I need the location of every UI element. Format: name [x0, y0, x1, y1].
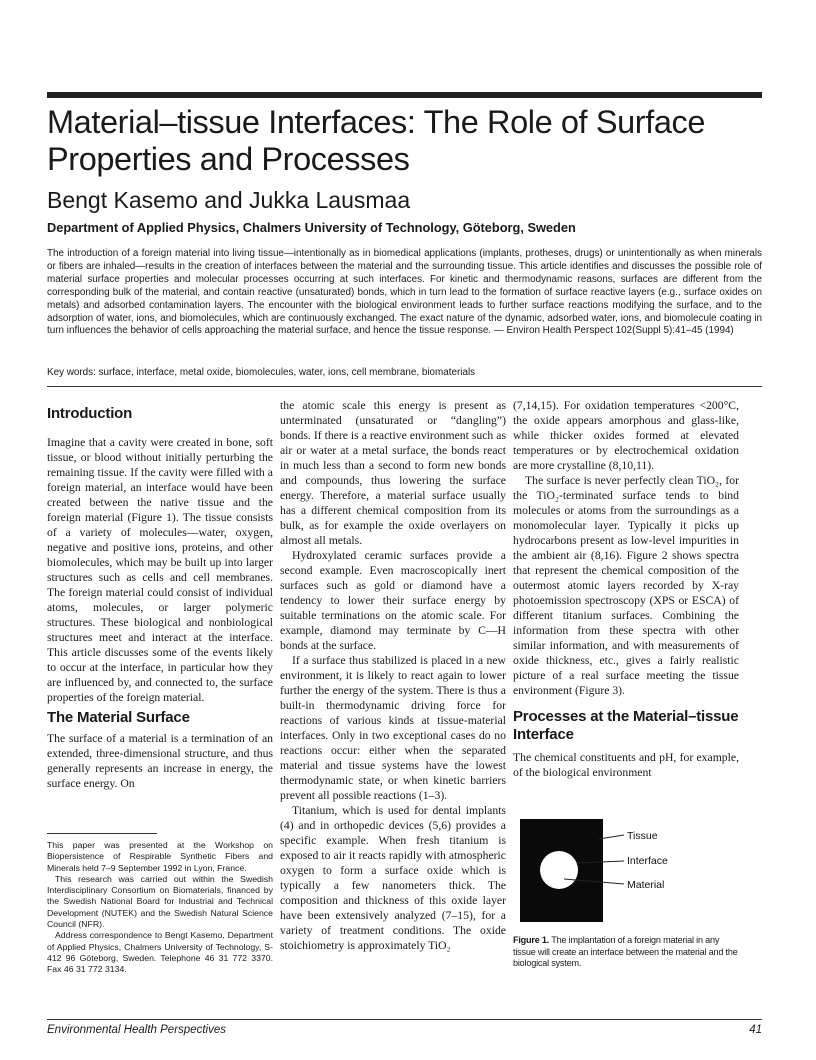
footnote-correspondence: Address correspondence to Bengt Kasemo, Department of Applied Physics, Chalmers University of Technology, S-412 96 Göteborg, Sweden. Telephone 46 31 772 3370. Fax 46 31 772 3134.: [47, 930, 273, 975]
column-2: [280, 398, 506, 953]
keywords-rule: [47, 386, 762, 387]
header-rule: [47, 92, 762, 98]
figure-label-tissue: Tissue: [627, 830, 658, 842]
paragraph: If a surface thus stabilized is placed in a new environment, it is likely to react again to lower further the energy of the system. There is thus a built-in thermodynamic driving force for reactions of various kinds at tissue-material interfaces. Only in two exceptional cases do no reactions occur: either when the separated material and tissue systems have the lowest thermodynamic state, or when kinetic barriers prevent all possible reactions (1–3).: [280, 654, 506, 802]
footnote-workshop: This paper was presented at the Workshop on Biopersistence of Respirable Synthetic Fibers and Minerals held 7–9 September 1992 in Lyon, France.: [47, 840, 273, 873]
section-heading-processes: Processes at the Material–tissue Interface: [513, 708, 739, 743]
footnote-rule: [47, 833, 157, 834]
footnote-funding: This research was carried out within the Swedish Interdisciplinary Consortium on Biomaterials, financed by the Swedish National Board for Industrial and Technical Development (NUTEK) and the Swedish Natural Science Council (NFR).: [47, 873, 273, 930]
paragraph: The chemical constituents and pH, for example, of the biological environment: [513, 751, 739, 779]
section-heading-material-surface: The Material Surface: [47, 709, 190, 726]
material-region: [540, 851, 578, 889]
journal-name: Environmental Health Perspectives: [47, 1024, 226, 1036]
paragraph: The surface is never perfectly clean TiO₂, for the TiO₂-terminated surface tends to bind molecules or atoms from the surroundings as a monomolecular layer. Typically it picks up hydrocarbons present as low-level impurities in the ambient air (8,16). Figure 2 shows spectra that represent the chemical composition of the outermost atomic layers recorded by X-ray photoemission spectroscopy (XPS or ESCA) of different titanium surfaces. Combining the information from these spectra with other similar information, and with measurements of oxide thickness, etc., gives a fairly realistic picture of a real surface meeting the tissue environment (Figure 3).: [513, 474, 739, 697]
page-number: 41: [749, 1024, 762, 1036]
figure-1-caption: [513, 935, 743, 970]
footnote: [47, 840, 273, 976]
figure-1-diagram: [520, 819, 687, 922]
paragraph: Imagine that a cavity were created in bone, soft tissue, or blood without initially perturbing the remaining tissue. If the cavity were filled with a foreign material, an interface would have been created between the native tissue and the foreign material (Figure 1). The tissue consists of a variety of molecules—water, oxygen, negative and positive ions, proteins, and other biomolecules, which may be built up into larger structures such as cells and cell membranes. The foreign material could consist of individual atoms, molecules, or larger polymeric structures. These biological and nonbiological structures meet and interact at the interface. This article discusses some of the events likely to occur at the interface, in particular how they are influenced by, and connected to, the surface properties of the foreign material.: [47, 436, 273, 704]
abstract: The introduction of a foreign material into living tissue—intentionally as in biomedical applications (implants, protheses, drugs) or unintentionally as when minerals or fibers are inhaled—results in the creation of interfaces between the material and the surrounding tissue. This article identifies and discusses the possible role of material surface properties and molecular processes occurring at such interfaces. For kinetic and thermodynamic reasons, surfaces are different from the corresponding bulk of the material, and contain reactive (unsaturated) bonds, which in turn lead to the formation of surface reactive layers (e.g., surface oxides on metals) and adsorbed contamination layers. The encounter with the biological environment leads to further surface reactions modifying the surface, and to the adsorption of water, ions, and biomolecules, which are continuously exchanged. The exact nature of the dynamic, adsorbed water, ions, and biomolecule coating in turn influences the behavior of cells approaching the material surface, and hence the tissue response. — Environ Health Perspect 102(Suppl 5):41–45 (1994): [47, 248, 762, 337]
paragraph: Hydroxylated ceramic surfaces provide a second example. Even macroscopically inert surfaces such as gold or diamond have a tendency to lower their surface energy by suitable terminations on the atomic scale. For example, diamond may terminate by C—H bonds at the surface.: [280, 549, 506, 652]
paragraph: the atomic scale this energy is present as unterminated (unsaturated or “dangling”) bonds. If there is a reactive environment such as air or water at a metal surface, the bonds react in much less than a second to form new bonds and compounds, thus lowering the surface energy. Therefore, a material surface usually has a different chemical composition from its bulk, as for example the oxide overlayers on almost all metals.: [280, 399, 506, 547]
figure-caption-text: The implantation of a foreign material in any tissue will create an interface between the material and the biological system.: [513, 935, 738, 969]
article-authors: Bengt Kasemo and Jukka Lausmaa: [47, 187, 411, 213]
paragraph: (7,14,15). For oxidation temperatures <200°C, the oxide appears amorphous and glass-like, while thicker oxides formed at elevated temperatures or by electrochemical oxidation are more crystalline (8,10,11).: [513, 399, 739, 472]
article-title: Material–tissue Interfaces: The Role of Surface Properties and Processes: [47, 104, 706, 177]
keywords: Key words: surface, interface, metal oxide, biomolecules, water, ions, cell membrane, biomaterials: [47, 367, 476, 378]
paragraph: The surface of a material is a termination of an extended, three-dimensional structure, and thus generally represents an increase in energy, the surface energy. On: [47, 732, 273, 790]
section-heading-introduction: Introduction: [47, 405, 133, 422]
figure-label-interface: Interface: [627, 855, 668, 867]
paragraph: Titanium, which is used for dental implants (4) and in orthopedic devices (5,6) provides a specific example. When fresh titanium is exposed to air it reacts rapidly with atmospheric oxygen to form a surface oxide which is typically a few nanometers thick. The composition and thickness of this oxide layer have been extensively analyzed (7–15), for a variety of treatment conditions. The oxide stoichiometry is approximately TiO₂: [280, 804, 506, 952]
column-3: [513, 398, 739, 780]
figure-caption-label: Figure 1.: [513, 935, 550, 945]
author-affiliation: Department of Applied Physics, Chalmers University of Technology, Göteborg, Sweden: [47, 220, 576, 235]
column-1: [47, 398, 273, 791]
footer-rule: [47, 1019, 762, 1020]
figure-label-material: Material: [627, 879, 665, 891]
